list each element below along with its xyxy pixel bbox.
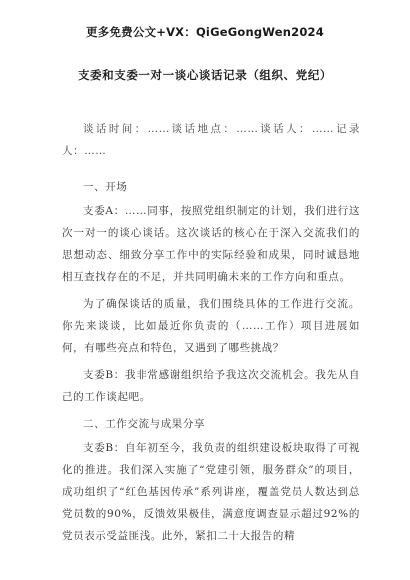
paragraph: 为了确保谈话的质量，我们围绕具体的工作进行交流。你先来谈谈，比如最近你负责的（……工作）项目进展如何，有哪些亮点和特色，又遇到了哪些挑战？ xyxy=(62,298,360,354)
section-heading-work-exchange: 二、工作交流与成果分享 xyxy=(83,418,206,430)
meta-line: 谈话时间：……谈话地点：……谈话人：……记录人：…… xyxy=(62,123,360,157)
paragraph: 支委A：……同事，按照党组织制定的计划，我们进行这次一对一的谈心谈话。这次谈话的核心在于深入交流我们的思想动态、细致分享工作中的实际经验和成果，同时诚恳地相互查找存在的不足，并共同明确未来的工作方向和重点。 xyxy=(62,205,360,283)
paragraph: 支委B：自年初至今，我负责的组织建设板块取得了可视化的推进。我们深入实施了“党建引领，服务群众”的项目，成功组织了“红色基因传承”系列讲座，覆盖党员人数达到总党员数的90%，反馈效果极佳，满意度调查显示超过92%的党员表示受益匪浅。此外，紧扣二十大报告的精 xyxy=(62,442,360,542)
document-title: 支委和支委一对一谈心谈话记录（组织、党纪） xyxy=(77,68,333,82)
document-body xyxy=(62,118,360,552)
section-heading-opening: 一、开场 xyxy=(83,181,128,193)
paragraph: 支委B：我非常感谢组织给予我这次交流机会。我先从自己的工作谈起吧。 xyxy=(62,369,360,403)
header-note: 更多免费公文+VX：QiGeGongWen2024 xyxy=(86,25,324,39)
